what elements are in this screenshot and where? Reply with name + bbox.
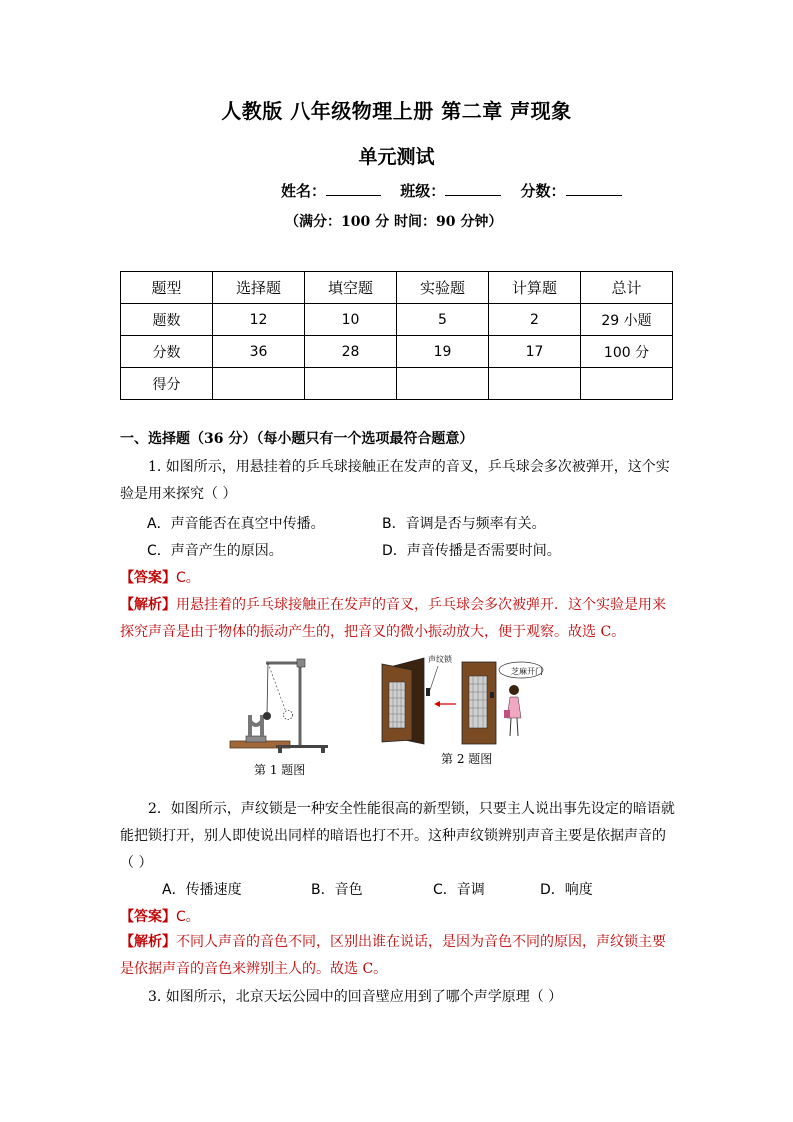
- lock-device: [426, 688, 430, 696]
- section-heading: 一、选择题（36 分）（每小题只有一个选项最符合题意）: [120, 431, 474, 447]
- figure-1-caption: 第 1 题图: [254, 763, 306, 777]
- table-cell: 填空题: [305, 272, 397, 304]
- q2-option-c[interactable]: C．音调: [433, 882, 485, 898]
- analysis-text: 不同人声音的音色不同，区别出谁在说话，是因为音色不同的原因，声纹锁主要是依据声音的音色来辨别主人的。故选 C。: [120, 934, 666, 977]
- figure-1-diagram: [226, 655, 336, 760]
- table-cell: 选择题: [213, 272, 305, 304]
- analysis-text: 用悬挂着的乒乓球接触正在发声的音叉，乒乓球会多次被弹开．这个实验是用来探究声音是由于物体的振动产生的，把音叉的微小振动放大，便于观察。故选 C。: [120, 597, 666, 640]
- tuning-fork: [250, 715, 262, 736]
- page-title: 人教版 八年级物理上册 第二章 声现象: [221, 99, 572, 123]
- arrow-icon: [434, 701, 440, 707]
- student-info-row: [281, 180, 622, 201]
- name-label: 姓名：: [281, 182, 327, 200]
- score-entry-cell[interactable]: [397, 368, 489, 400]
- table-cell: 得分: [121, 368, 213, 400]
- table-cell: 36: [213, 336, 305, 368]
- score-entry-cell[interactable]: [213, 368, 305, 400]
- ball-bounce-position: [284, 711, 293, 720]
- answer-tag: 【答案】: [120, 570, 176, 586]
- page-subtitle: 单元测试: [358, 146, 435, 168]
- q1-stem: 1. 如图所示，用悬挂着的乒乓球接触正在发声的音叉，乒乓球会多次被弹开，这个实验是用来探究（ ）: [120, 459, 670, 502]
- table-row: [121, 336, 673, 368]
- fork-stand: [246, 736, 266, 742]
- name-blank[interactable]: [326, 181, 381, 196]
- table-cell: 5: [397, 304, 489, 336]
- table-cell: 2: [489, 304, 581, 336]
- speech-bubble-text: 芝麻开门: [511, 667, 543, 676]
- answer-value: C。: [176, 909, 200, 925]
- table-cell: 总计: [581, 272, 673, 304]
- analysis-tag: 【解析】: [120, 597, 176, 613]
- q2-option-b[interactable]: B．音色: [311, 882, 363, 898]
- table-cell: 计算题: [489, 272, 581, 304]
- table-cell: 实验题: [397, 272, 489, 304]
- table-row: [121, 368, 673, 400]
- q2-option-a[interactable]: A．传播速度: [162, 882, 242, 898]
- table-cell: 29 小题: [581, 304, 673, 336]
- ping-pong-ball: [263, 712, 271, 720]
- q1-option-c[interactable]: C．声音产生的原因。: [147, 543, 283, 559]
- q1-option-a[interactable]: A．声音能否在真空中传播。: [147, 516, 325, 532]
- table-cell: 17: [489, 336, 581, 368]
- thread: [267, 663, 268, 713]
- table-cell: 100 分: [581, 336, 673, 368]
- table-cell: 10: [305, 304, 397, 336]
- table-row: [121, 272, 673, 304]
- lock-label: 声纹锁: [428, 655, 452, 664]
- table-cell: 28: [305, 336, 397, 368]
- score-entry-cell[interactable]: [305, 368, 397, 400]
- score-entry-cell[interactable]: [489, 368, 581, 400]
- score-entry-cell[interactable]: [581, 368, 673, 400]
- table-cell: 题数: [121, 304, 213, 336]
- class-label: 班级：: [400, 182, 446, 200]
- table-cell: 19: [397, 336, 489, 368]
- analysis-tag: 【解析】: [120, 934, 176, 950]
- score-label: 分数：: [520, 182, 566, 200]
- q1-option-d[interactable]: D．声音传播是否需要时间。: [382, 543, 561, 559]
- answer-tag: 【答案】: [120, 909, 176, 925]
- table-cell: 分数: [121, 336, 213, 368]
- q2-option-d[interactable]: D．响度: [540, 882, 593, 898]
- q1-answer: [120, 567, 200, 587]
- stand-base: [276, 745, 328, 748]
- exam-meta: （满分：100 分 时间：90 分钟）: [285, 214, 503, 230]
- q1-analysis: [120, 592, 676, 646]
- figure-2-caption: 第 2 题图: [441, 752, 493, 766]
- score-table: [120, 271, 673, 400]
- table-row: [121, 304, 673, 336]
- q1-option-b[interactable]: B．音调是否与频率有关。: [382, 516, 546, 532]
- table-cell: 题型: [121, 272, 213, 304]
- person-head: [509, 685, 519, 695]
- q2-answer: [120, 906, 200, 926]
- q3-stem: 3. 如图所示，北京天坛公园中的回音壁应用到了哪个声学原理（ ）: [148, 989, 563, 1005]
- q2-stem: 2．如图所示，声纹锁是一种安全性能很高的新型锁，只要主人说出事先设定的暗语就能把锁打开，别人即使说出同样的暗语也打不开。这种声纹锁辨别声音主要是依据声音的（ ）: [120, 801, 675, 871]
- class-blank[interactable]: [445, 181, 501, 196]
- answer-value: C。: [176, 570, 200, 586]
- q2-analysis: [120, 929, 676, 983]
- score-blank[interactable]: [566, 181, 622, 196]
- table-cell: 12: [213, 304, 305, 336]
